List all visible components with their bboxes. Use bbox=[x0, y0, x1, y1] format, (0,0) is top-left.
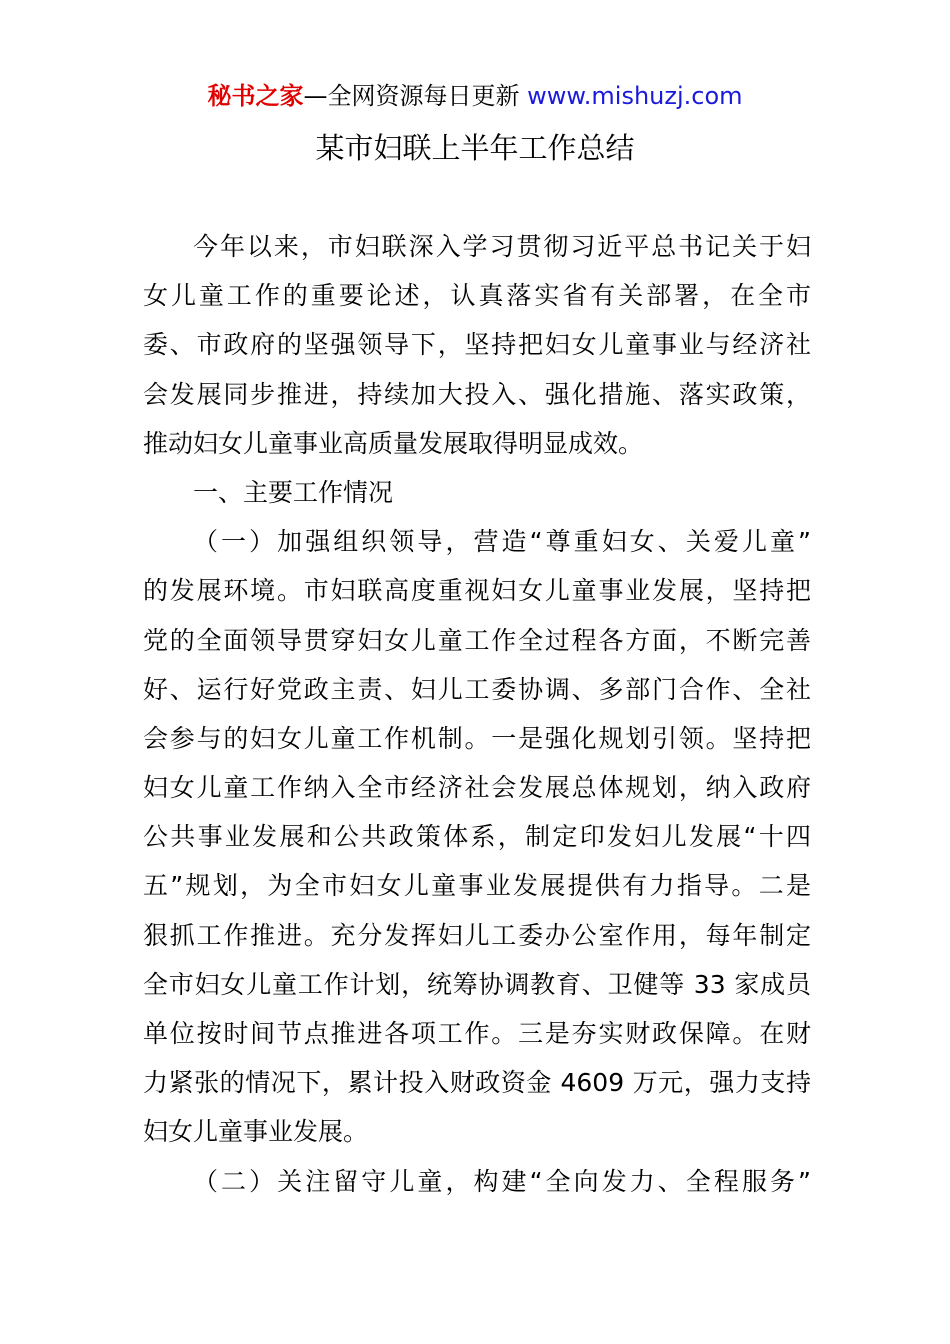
header-tagline: —全网资源每日更新 bbox=[303, 82, 528, 110]
paragraph-line: 女儿童工作的重要论述，认真落实省有关部署，在全市 bbox=[143, 281, 811, 311]
subsection-heading-line: （二）关注留守儿童，构建“全向发力、全程服务” bbox=[193, 1166, 811, 1196]
site-url-link[interactable]: www.mishuzj.com bbox=[527, 82, 743, 110]
paragraph-line: 的发展环境。市妇联高度重视妇女儿童事业发展，坚持把 bbox=[143, 576, 811, 606]
paragraph-line: 推动妇女儿童事业高质量发展取得明显成效。 bbox=[143, 428, 644, 458]
paragraph-line: 今年以来，市妇联深入学习贯彻习近平总书记关于妇 bbox=[193, 232, 811, 261]
paragraph-line: 狠抓工作推进。充分发挥妇儿工委办公室作用，每年制定 bbox=[143, 920, 811, 950]
paragraph-line: 会发展同步推进，持续加大投入、强化措施、落实政策， bbox=[143, 379, 811, 409]
subsection-heading-line: （一）加强组织领导，营造“尊重妇女、关爱儿童” bbox=[193, 527, 811, 557]
paragraph-line: 全市妇女儿童工作计划，统筹协调教育、卫健等 33 家成员 bbox=[143, 969, 811, 999]
paragraph-line: 公共事业发展和公共政策体系，制定印发妇儿发展“十四 bbox=[143, 822, 811, 852]
paragraph-line: 会参与的妇女儿童工作机制。一是强化规划引领。坚持把 bbox=[143, 723, 811, 753]
paragraph-line: 五”规划，为全市妇女儿童事业发展提供有力指导。二是 bbox=[143, 871, 811, 901]
brand-name: 秘书之家 bbox=[207, 82, 304, 110]
paragraph-line: 单位按时间节点推进各项工作。三是夯实财政保障。在财 bbox=[143, 1019, 811, 1048]
paragraph-line: 党的全面领导贯穿妇女儿童工作全过程各方面，不断完善 bbox=[143, 625, 811, 655]
section-heading: 一、主要工作情况 bbox=[193, 477, 394, 507]
paragraph-line: 好、运行好党政主责、妇儿工委协调、多部门合作、全社 bbox=[143, 674, 811, 704]
paragraph-line: 妇女儿童工作纳入全市经济社会发展总体规划，纳入政府 bbox=[143, 773, 811, 803]
paragraph-line: 妇女儿童事业发展。 bbox=[143, 1117, 369, 1147]
paragraph-line: 力紧张的情况下，累计投入财政资金 4609 万元，强力支持 bbox=[143, 1068, 811, 1098]
site-header bbox=[0, 78, 950, 114]
document-title: 某市妇联上半年工作总结 bbox=[315, 131, 635, 165]
paragraph-line: 委、市政府的坚强领导下，坚持把妇女儿童事业与经济社 bbox=[143, 330, 811, 360]
document-body bbox=[143, 222, 811, 1206]
